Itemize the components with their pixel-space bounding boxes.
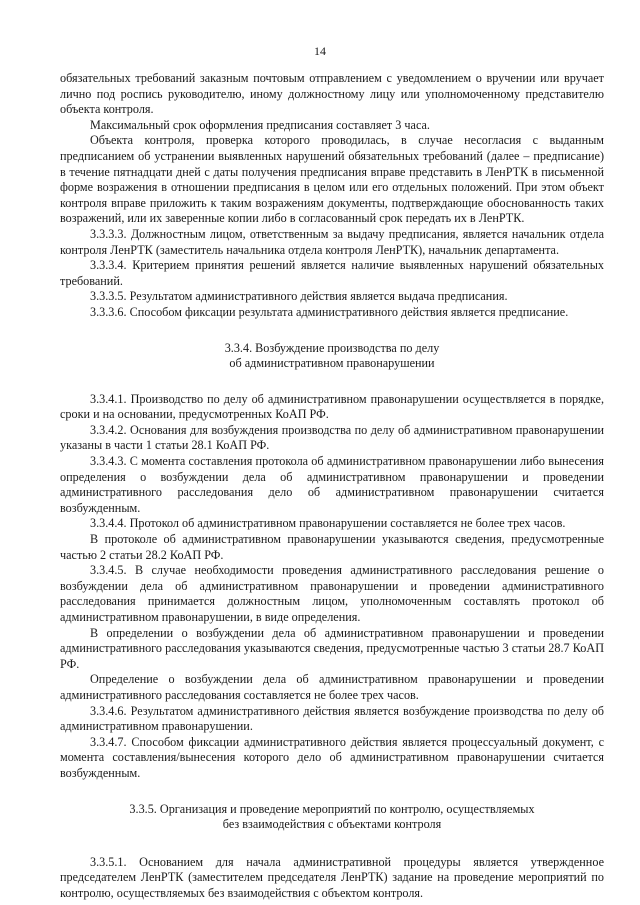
paragraph: 3.3.4.1. Производство по делу об административном правонарушении осуществляется в порядке, сроки и на основании, предусмотренных КоАП РФ. bbox=[60, 391, 604, 422]
paragraph: В протоколе об административном правонарушении указываются сведения, предусмотренные частью 2 статьи 28.2 КоАП РФ. bbox=[60, 532, 604, 562]
page-number: 14 bbox=[314, 44, 326, 58]
paragraph: обязательных требований заказным почтовым отправлением с уведомлением о вручении или вручает лично под роспись руководителю, иному должностному лицу или уполномоченному представителю объекта контроля. bbox=[60, 71, 604, 117]
paragraph: 3.3.4.4. Протокол об административном правонарушении составляется не более трех часов. bbox=[90, 516, 566, 531]
paragraph: 3.3.3.3. Должностным лицом, ответственным за выдачу предписания, является начальник отдела контроля ЛенРТК (заместитель начальника отдела контроля ЛенРТК), начальник департамента. bbox=[60, 226, 604, 257]
paragraph: Объекта контроля, проверка которого проводилась, в случае несогласия с выданным предписанием об устранении выявленных нарушений обязательных требований (далее – предписание) в течение пятнадцати дней с даты получения предписания вправе представить в ЛенРТК в письменной форме возражения в отношении предписания в целом или его отдельных положений. При этом объект контроля вправе приложить к таким возражениям документы, подтверждающие обоснованность таких возражений, или их заверенные копии либо в согласованный срок передать их в ЛенРТК. bbox=[60, 133, 604, 226]
section-heading-3-3-4 bbox=[60, 341, 604, 372]
heading-line: 3.3.5. Организация и проведение мероприятий по контролю, осуществляемых bbox=[129, 801, 535, 816]
paragraph: 3.3.5.1. Основанием для начала административной процедуры является утвержденное председателем ЛенРТК (заместителем председателя ЛенРТК) задание на проведение мероприятий по контролю, осуществляемых без взаимодействия с объектом контроля. bbox=[60, 854, 604, 900]
section-heading-3-3-5 bbox=[60, 802, 604, 833]
paragraph: 3.3.3.4. Критерием принятия решений является наличие выявленных нарушений обязательных требований. bbox=[60, 258, 604, 288]
paragraph: Определение о возбуждении дела об административном правонарушении и проведении административного расследования составляется не более трех часов. bbox=[60, 672, 604, 702]
paragraph: 3.3.3.6. Способом фиксации результата административного действия является предписание. bbox=[90, 304, 569, 319]
paragraph: 3.3.4.7. Способом фиксации административного действия является процессуальный документ, с момента составления/вынесения которого дело об административном правонарушении считается возбужденным. bbox=[60, 734, 604, 780]
paragraph: 3.3.4.6. Результатом административного действия является возбуждение производства по делу об административном правонарушении. bbox=[60, 703, 604, 734]
heading-line: об административном правонарушении bbox=[229, 356, 435, 371]
paragraph: Максимальный срок оформления предписания составляет 3 часа. bbox=[90, 117, 430, 132]
heading-line: без взаимодействия с объектами контроля bbox=[222, 817, 442, 832]
paragraph: 3.3.4.3. С момента составления протокола об административном правонарушении либо вынесения определения о возбуждении дела об административном правонарушении и проведении административного расследования дело об административном правонарушении считается возбужденным. bbox=[60, 454, 604, 515]
document-body bbox=[60, 71, 604, 902]
paragraph: В определении о возбуждении дела об административном правонарушении и проведении административного расследования указываются сведения, предусмотренные частью 3 статьи 28.7 КоАП РФ. bbox=[60, 625, 604, 671]
paragraph: 3.3.4.2. Основания для возбуждения производства по делу об административном правонарушении указаны в части 1 статьи 28.1 КоАП РФ. bbox=[60, 422, 604, 453]
heading-line: 3.3.4. Возбуждение производства по делу bbox=[224, 340, 440, 355]
paragraph: 3.3.4.5. В случае необходимости проведения административного расследования решение о возбуждении дела об административном правонарушении и проведении административного расследования принимается должностным лицом, уполномоченным составлять протокол об административном правонарушении, в виде определения. bbox=[60, 563, 604, 624]
paragraph: 3.3.3.5. Результатом административного действия является выдача предписания. bbox=[90, 289, 508, 304]
